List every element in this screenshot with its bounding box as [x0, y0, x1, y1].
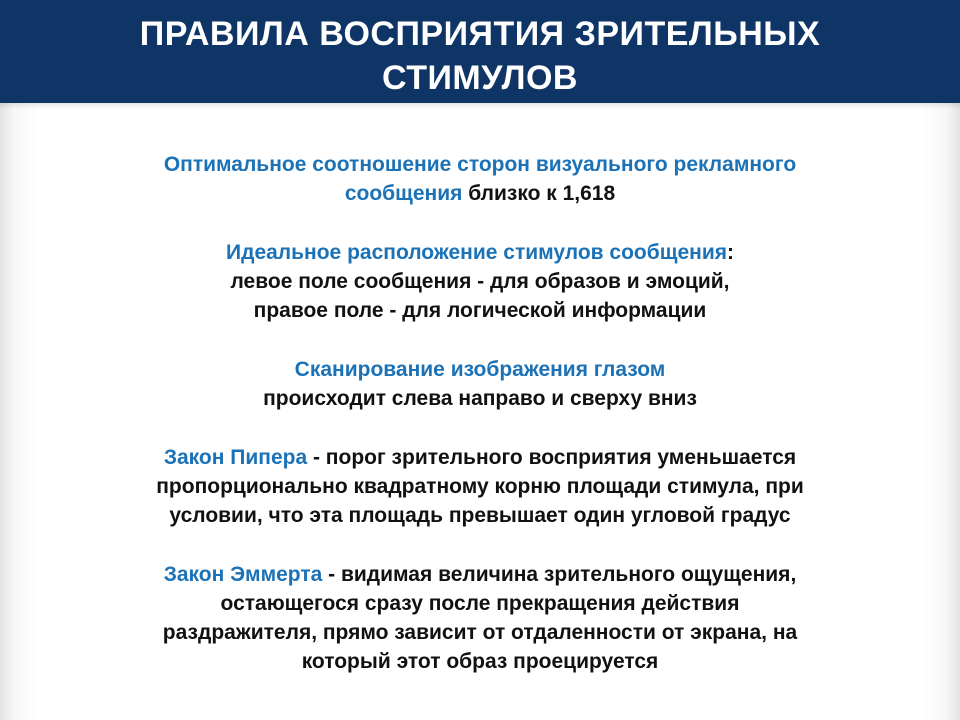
ratio-value-text: близко к 1,618 — [462, 182, 616, 205]
scanning-text: происходит слева направо и сверху вниз — [263, 387, 697, 410]
ratio-term-line2: сообщения — [344, 182, 463, 205]
spacer — [100, 208, 860, 238]
slide-title — [80, 12, 880, 100]
piper-law-line3: условии, что эта площадь превышает один угловой градус — [169, 504, 791, 527]
placement-paragraph — [100, 238, 860, 325]
scanning-term: Сканирование изображения глазом — [294, 358, 666, 381]
emmert-law-paragraph — [100, 560, 860, 676]
piper-law-term: Закон Пипера — [163, 446, 308, 469]
scanning-paragraph — [100, 355, 860, 413]
piper-law-paragraph — [100, 443, 860, 530]
placement-colon: : — [726, 241, 734, 264]
placement-line2: левое поле сообщения - для образов и эмоций, — [230, 270, 730, 293]
placement-term: Идеальное расположение стимулов сообщения — [226, 241, 727, 264]
piper-law-line2: пропорционально квадратному корню площади стимула, при — [156, 475, 804, 498]
panel-top-shadow — [0, 103, 960, 109]
spacer — [100, 530, 860, 560]
emmert-law-line1: - видимая величина зрительного ощущения, — [322, 563, 797, 586]
title-bar — [0, 0, 960, 103]
emmert-law-line2: остающегося сразу после прекращения действия — [220, 592, 740, 615]
emmert-law-term: Закон Эммерта — [163, 563, 323, 586]
spacer — [100, 413, 860, 443]
emmert-law-line3: раздражителя, прямо зависит от отдаленности от экрана, на — [162, 621, 798, 644]
ratio-paragraph — [100, 150, 860, 208]
spacer — [100, 325, 860, 355]
slide-title-line2: СТИМУЛОВ — [382, 59, 578, 97]
ratio-term-line1: Оптимальное соотношение сторон визуального рекламного — [163, 153, 797, 176]
placement-line3: правое поле - для логической информации — [253, 299, 707, 322]
content-text — [100, 150, 860, 676]
slide-title-line1: ПРАВИЛА ВОСПРИЯТИЯ ЗРИТЕЛЬНЫХ — [139, 15, 821, 53]
piper-law-line1: - порог зрительного восприятия уменьшается — [307, 446, 797, 469]
emmert-law-line4: который этот образ проецируется — [301, 650, 659, 673]
